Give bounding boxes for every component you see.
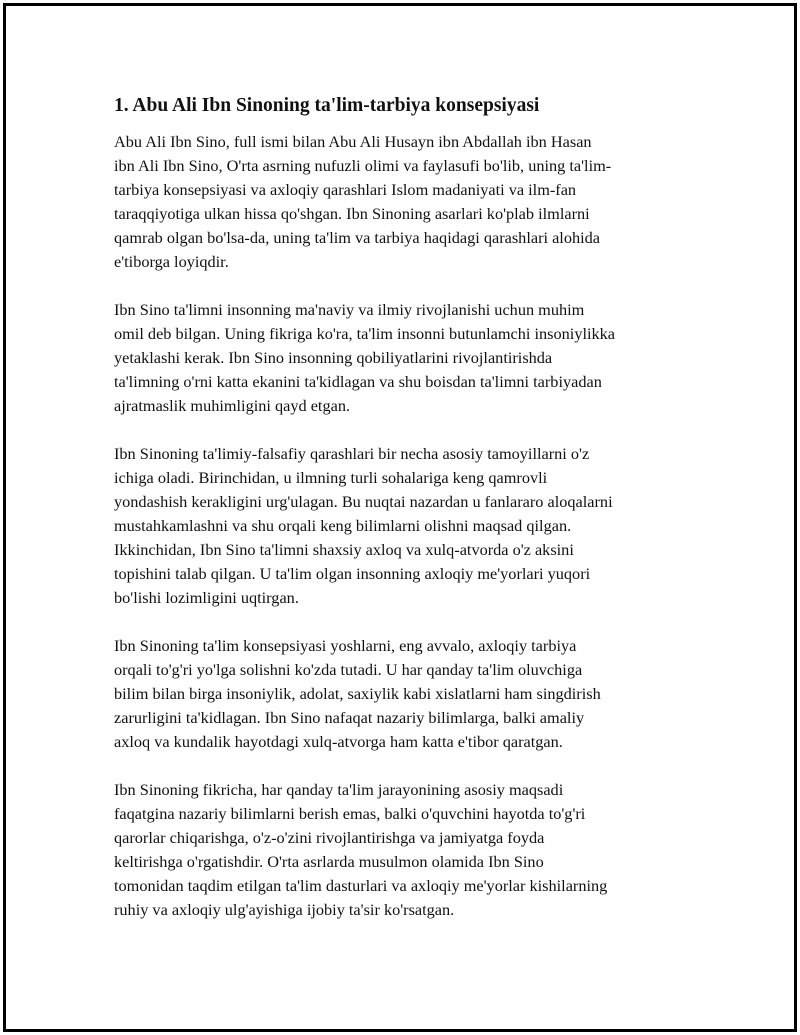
section-title: 1. Abu Ali Ibn Sinoning ta'lim-tarbiya konsepsiyasi: [114, 95, 540, 116]
document-body: [114, 94, 694, 946]
paragraph-5: Ibn Sinoning fikricha, har qanday ta'lim jarayonining asosiy maqsadi faqatgina nazariy bilimlarni berish emas, balki o'quvchini hayotda to'g'ri qarorlar chiqarishga, o'z-o'zini rivojlantirishga va jamiyatga foyda keltirishga o'rgatishdir. O'rta asrlarda musulmon olamida Ibn Sino tomonidan taqdim etilgan ta'lim dasturlari va axloqiy me'yorlar kishilarning ruhiy va axloqiy ulg'ayishiga ijobiy ta'sir ko'rsatgan.: [114, 780, 608, 919]
paragraph-1: Abu Ali Ibn Sino, full ismi bilan Abu Ali Husayn ibn Abdallah ibn Hasan ibn Ali Ibn Sino, O'rta asrning nufuzli olimi va faylasufi bo'lib, uning ta'lim- tarbiya konsepsiyasi va axloqiy qarashlari Islom madaniyati va ilm-fan taraqqiyotiga ulkan hissa qo'shgan. Ibn Sinoning asarlari ko'plab ilmlarni qamrab olgan bo'lsa-da, uning ta'lim va tarbiya haqidagi qarashlari alohida e'tiborga loyiqdir.: [114, 132, 612, 271]
paragraph-4: Ibn Sinoning ta'lim konsepsiyasi yoshlarni, eng avvalo, axloqiy tarbiya orqali to'g'ri yo'lga solishni ko'zda tutadi. U har qanday ta'lim oluvchiga bilim bilan birga insoniylik, adolat, saxiylik kabi xislatlarni ham singdirish zarurligini ta'kidlagan. Ibn Sino nafaqat nazariy bilimlarga, balki amaliy axloq va kundalik hayotdagi xulq-atvorga ham katta e'tibor qaratgan.: [114, 636, 601, 751]
paragraph-2: Ibn Sino ta'limni insonning ma'naviy va ilmiy rivojlanishi uchun muhim omil deb bilgan. Uning fikriga ko'ra, ta'lim insonni butunlamchi insoniylikka yetaklashi kerak. Ibn Sino insonning qobiliyatlarini rivojlantirishda ta'limning o'rni katta ekanini ta'kidlagan va shu boisdan ta'limni tarbiyadan ajratmaslik muhimligini qayd etgan.: [114, 300, 616, 415]
paragraph-3: Ibn Sinoning ta'limiy-falsafiy qarashlari bir necha asosiy tamoyillarni o'z ichiga oladi. Birinchidan, u ilmning turli sohalariga keng qamrovli yondashish kerakligini urg'ulagan. Bu nuqtai nazardan u fanlararo aloqalarni mustahkamlashni va shu orqali keng bilimlarni olishni maqsad qilgan. Ikkinchidan, Ibn Sino ta'limni shaxsiy axloq va xulq-atvorda o'z aksini topishini talab qilgan. U ta'lim olgan insonning axloqiy me'yorlari yuqori bo'lishi lozimligini uqtirgan.: [114, 444, 613, 607]
